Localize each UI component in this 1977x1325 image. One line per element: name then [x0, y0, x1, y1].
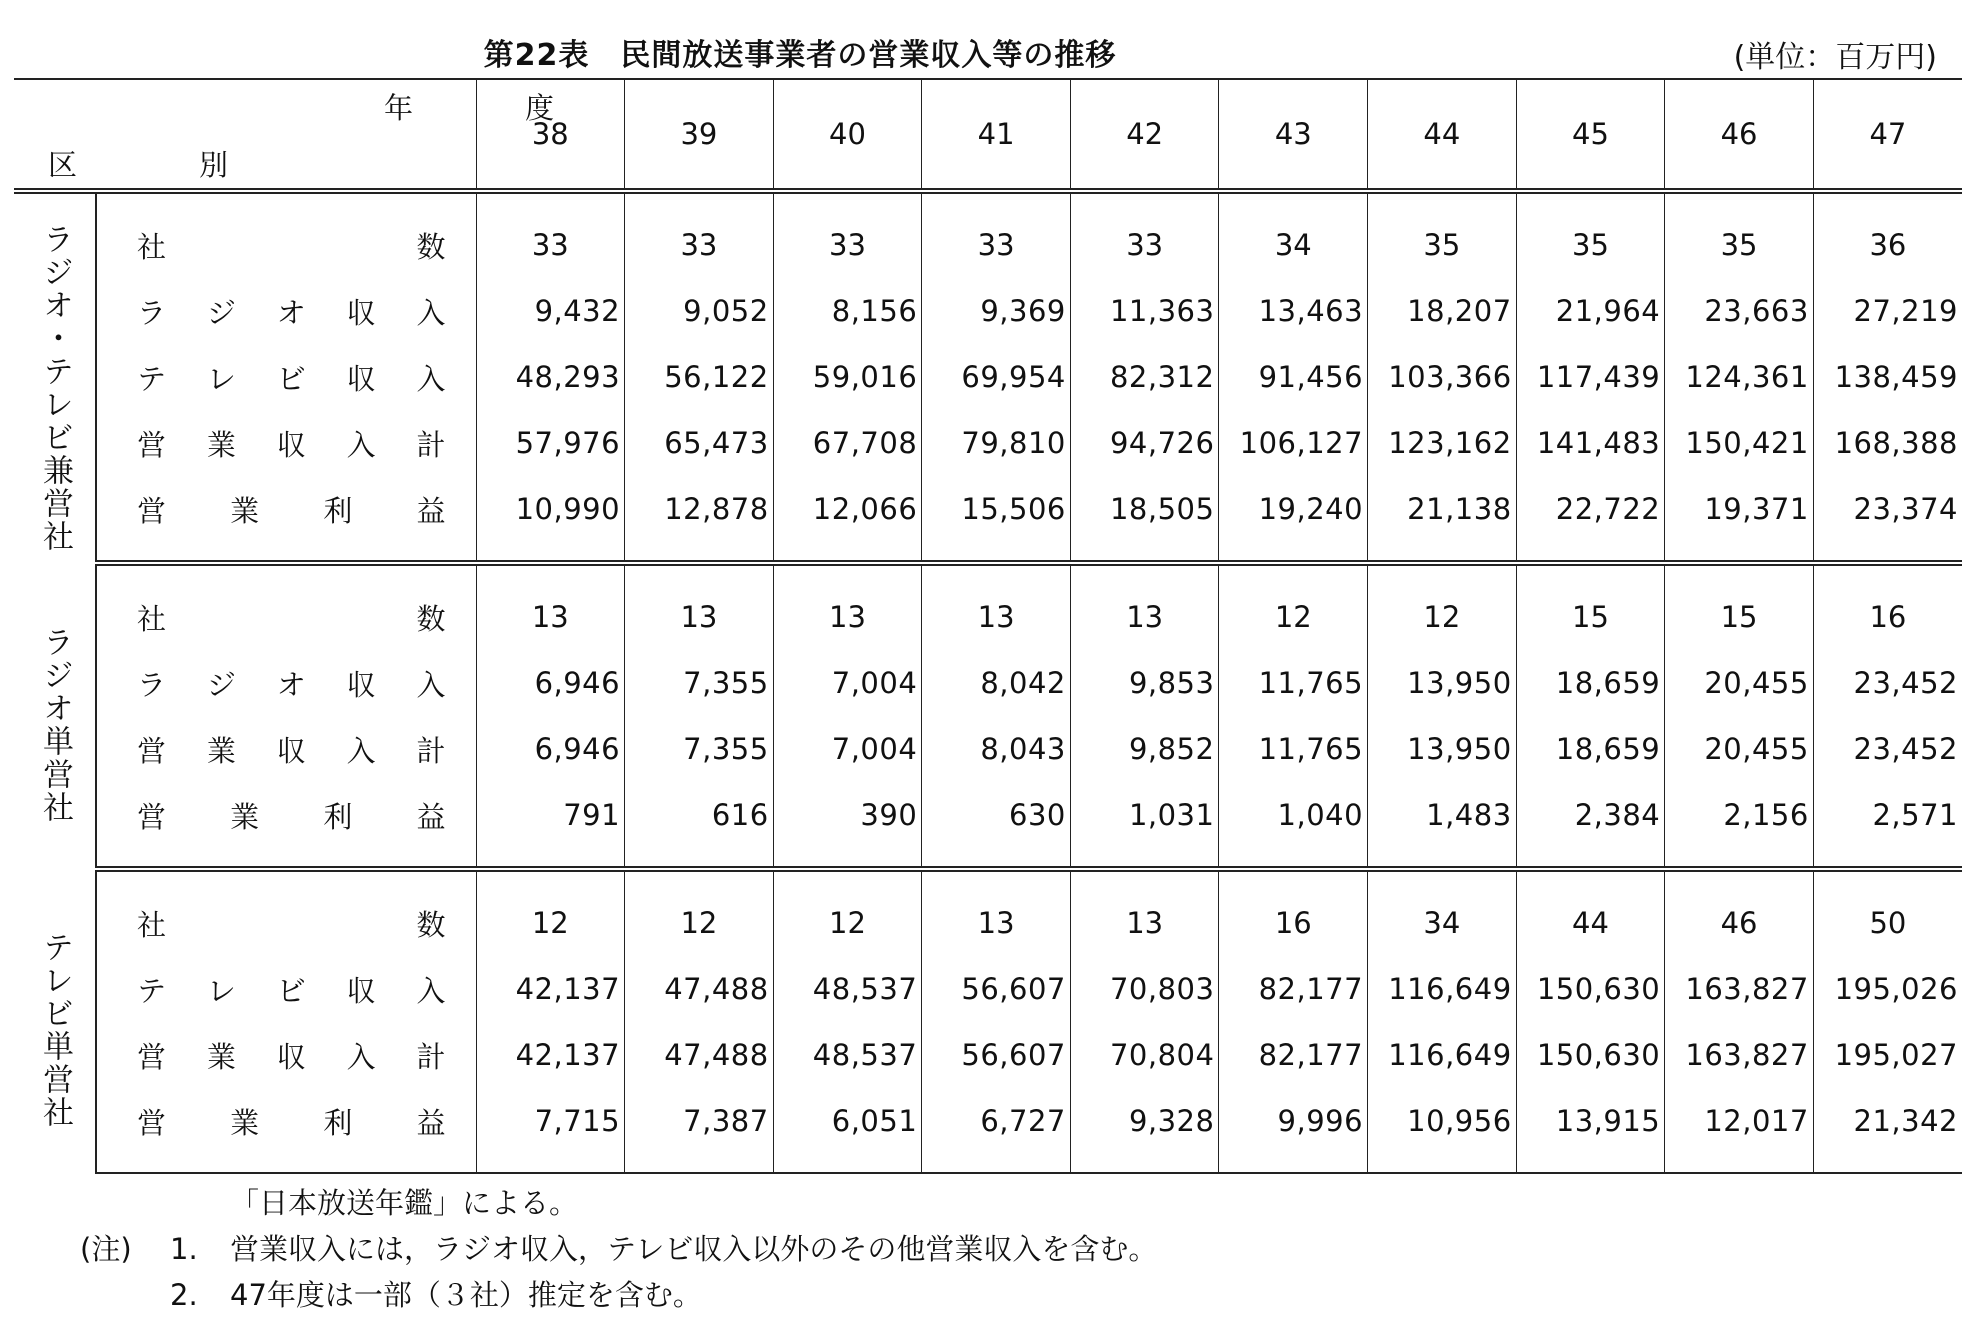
value-cell: 7,355: [625, 650, 774, 716]
value-cell: 21,138: [1368, 476, 1517, 563]
value-cell: 19,371: [1665, 476, 1814, 563]
row-label-char: ビ: [276, 361, 306, 396]
value-cell: 56,122: [625, 344, 774, 410]
value-cell: 6,727: [922, 1088, 1071, 1173]
value-cell: 7,004: [773, 716, 922, 782]
value-cell: 42,137: [476, 1022, 625, 1088]
group-label: ラジオ単営社: [14, 563, 96, 869]
value-cell: 16: [1813, 563, 1962, 650]
value-cell: 69,954: [922, 344, 1071, 410]
row-label-cell: [96, 410, 476, 476]
row-label-char: ラ: [137, 667, 167, 702]
value-cell: 13: [1070, 869, 1219, 956]
value-cell: 46: [1665, 869, 1814, 956]
header-row: [14, 79, 1962, 191]
table-row: [14, 716, 1962, 782]
value-cell: 44: [1516, 869, 1665, 956]
row-label-char: 収: [276, 427, 306, 462]
row-label-char: 数: [416, 907, 446, 942]
value-cell: 1,040: [1219, 782, 1368, 869]
table-row: [14, 650, 1962, 716]
year-header: 39: [625, 79, 774, 191]
value-cell: 15,506: [922, 476, 1071, 563]
value-cell: 168,388: [1813, 410, 1962, 476]
row-label-char: 業: [230, 493, 260, 528]
row-label-char: 営: [137, 799, 167, 834]
value-cell: 141,483: [1516, 410, 1665, 476]
row-label-cell: [96, 344, 476, 410]
row-label-char: ジ: [206, 667, 236, 702]
value-cell: 82,177: [1219, 956, 1368, 1022]
row-label-char: ジ: [206, 295, 236, 330]
year-header: 40: [773, 79, 922, 191]
value-cell: 36: [1813, 191, 1962, 278]
header-nendo-char: 年: [384, 91, 414, 125]
row-label-char: 業: [230, 799, 260, 834]
value-cell: 50: [1813, 869, 1962, 956]
value-cell: 103,366: [1368, 344, 1517, 410]
row-label-char: 計: [416, 427, 446, 462]
value-cell: 23,452: [1813, 716, 1962, 782]
year-header: 44: [1368, 79, 1517, 191]
row-label-char: 入: [346, 427, 376, 462]
value-cell: 10,956: [1368, 1088, 1517, 1173]
row-label-char: 営: [137, 1039, 167, 1074]
value-cell: 9,432: [476, 278, 625, 344]
note-text: 営業収入には，ラジオ収入，テレビ収入以外のその他営業収入を含む。: [230, 1232, 1158, 1266]
value-cell: 94,726: [1070, 410, 1219, 476]
value-cell: 13: [476, 563, 625, 650]
table-row: [14, 563, 1962, 650]
row-label-char: 利: [323, 799, 353, 834]
value-cell: 42,137: [476, 956, 625, 1022]
value-cell: 70,803: [1070, 956, 1219, 1022]
row-label-char: 業: [206, 427, 236, 462]
row-label-char: 社: [137, 601, 167, 636]
value-cell: 12,878: [625, 476, 774, 563]
value-cell: 8,156: [773, 278, 922, 344]
table-row: [14, 1022, 1962, 1088]
value-cell: 9,852: [1070, 716, 1219, 782]
value-cell: 390: [773, 782, 922, 869]
unit-label: (単位：百万円): [1733, 40, 1937, 75]
row-label-char: 収: [276, 733, 306, 768]
value-cell: 116,649: [1368, 956, 1517, 1022]
value-cell: 48,537: [773, 956, 922, 1022]
value-cell: 150,630: [1516, 1022, 1665, 1088]
value-cell: 47,488: [625, 956, 774, 1022]
value-cell: 22,722: [1516, 476, 1665, 563]
row-label-cell: [96, 476, 476, 563]
row-label-char: 入: [416, 973, 446, 1008]
value-cell: 116,649: [1368, 1022, 1517, 1088]
row-label-char: テ: [137, 973, 167, 1008]
value-cell: 7,387: [625, 1088, 774, 1173]
table-title: 第22表 民間放送事業者の営業収入等の推移: [483, 38, 1117, 73]
value-cell: 12: [1219, 563, 1368, 650]
value-cell: 9,996: [1219, 1088, 1368, 1173]
value-cell: 57,976: [476, 410, 625, 476]
value-cell: 150,630: [1516, 956, 1665, 1022]
value-cell: 2,156: [1665, 782, 1814, 869]
year-header: 43: [1219, 79, 1368, 191]
value-cell: 7,355: [625, 716, 774, 782]
row-label-char: 収: [346, 667, 376, 702]
value-cell: 6,051: [773, 1088, 922, 1173]
table-row: [14, 191, 1962, 278]
value-cell: 8,043: [922, 716, 1071, 782]
value-cell: 7,715: [476, 1088, 625, 1173]
row-label-cell: [96, 278, 476, 344]
header-kubun-char: 別: [198, 148, 228, 182]
row-label-cell: [96, 869, 476, 956]
value-cell: 48,293: [476, 344, 625, 410]
value-cell: 47,488: [625, 1022, 774, 1088]
value-cell: 15: [1665, 563, 1814, 650]
value-cell: 13,463: [1219, 278, 1368, 344]
value-cell: 12: [476, 869, 625, 956]
row-label-char: 入: [416, 667, 446, 702]
note-mark: (注): [80, 1232, 132, 1266]
value-cell: 6,946: [476, 650, 625, 716]
row-label-char: 入: [416, 295, 446, 330]
value-cell: 7,004: [773, 650, 922, 716]
value-cell: 11,363: [1070, 278, 1219, 344]
value-cell: 23,663: [1665, 278, 1814, 344]
note-item: [80, 1226, 1157, 1272]
value-cell: 13,915: [1516, 1088, 1665, 1173]
value-cell: 9,328: [1070, 1088, 1219, 1173]
value-cell: 138,459: [1813, 344, 1962, 410]
value-cell: 9,853: [1070, 650, 1219, 716]
value-cell: 12,066: [773, 476, 922, 563]
header-nendo-char: 度: [524, 91, 554, 125]
table-row: [14, 782, 1962, 869]
value-cell: 9,369: [922, 278, 1071, 344]
value-cell: 65,473: [625, 410, 774, 476]
value-cell: 23,374: [1813, 476, 1962, 563]
row-label-char: 業: [230, 1105, 260, 1140]
row-label-char: 社: [137, 229, 167, 264]
row-label-cell: [96, 191, 476, 278]
row-label-char: 営: [137, 733, 167, 768]
table-row: [14, 869, 1962, 956]
value-cell: 12: [1368, 563, 1517, 650]
value-cell: 91,456: [1219, 344, 1368, 410]
row-label-char: 社: [137, 907, 167, 942]
header-kubun: [48, 143, 228, 184]
row-label-char: 業: [206, 733, 236, 768]
value-cell: 123,162: [1368, 410, 1517, 476]
value-cell: 59,016: [773, 344, 922, 410]
row-label-char: 数: [416, 229, 446, 264]
value-cell: 13: [625, 563, 774, 650]
group-label: テレビ単営社: [14, 869, 96, 1173]
note-number: 1.: [170, 1232, 198, 1266]
value-cell: 163,827: [1665, 956, 1814, 1022]
row-label-char: 益: [416, 799, 446, 834]
value-cell: 33: [476, 191, 625, 278]
row-label-char: 利: [323, 1105, 353, 1140]
source-text: 「日本放送年鑑」による。: [230, 1186, 579, 1220]
value-cell: 630: [922, 782, 1071, 869]
year-header: 45: [1516, 79, 1665, 191]
value-cell: 18,659: [1516, 716, 1665, 782]
value-cell: 23,452: [1813, 650, 1962, 716]
value-cell: 106,127: [1219, 410, 1368, 476]
value-cell: 27,219: [1813, 278, 1962, 344]
value-cell: 35: [1516, 191, 1665, 278]
value-cell: 616: [625, 782, 774, 869]
row-label-char: 入: [346, 733, 376, 768]
value-cell: 163,827: [1665, 1022, 1814, 1088]
row-label-char: 収: [346, 361, 376, 396]
row-label-char: オ: [276, 667, 306, 702]
value-cell: 195,026: [1813, 956, 1962, 1022]
value-cell: 150,421: [1665, 410, 1814, 476]
value-cell: 195,027: [1813, 1022, 1962, 1088]
row-label-char: 収: [346, 295, 376, 330]
row-label-char: ラ: [137, 295, 167, 330]
value-cell: 33: [1070, 191, 1219, 278]
year-header: 42: [1070, 79, 1219, 191]
value-cell: 12: [773, 869, 922, 956]
table-row: [14, 956, 1962, 1022]
note-text: 47年度は一部（３社）推定を含む。: [230, 1278, 702, 1312]
year-header: 41: [922, 79, 1071, 191]
row-label-char: テ: [137, 361, 167, 396]
year-header: 46: [1665, 79, 1814, 191]
table-row: [14, 476, 1962, 563]
value-cell: 18,659: [1516, 650, 1665, 716]
row-label-char: ビ: [276, 973, 306, 1008]
value-cell: 35: [1665, 191, 1814, 278]
value-cell: 33: [922, 191, 1071, 278]
row-label-char: 営: [137, 427, 167, 462]
value-cell: 79,810: [922, 410, 1071, 476]
value-cell: 70,804: [1070, 1022, 1219, 1088]
value-cell: 2,384: [1516, 782, 1665, 869]
row-label-char: 収: [276, 1039, 306, 1074]
row-label-char: オ: [276, 295, 306, 330]
value-cell: 20,455: [1665, 716, 1814, 782]
value-cell: 117,439: [1516, 344, 1665, 410]
value-cell: 56,607: [922, 1022, 1071, 1088]
value-cell: 791: [476, 782, 625, 869]
revenue-table: [14, 78, 1962, 1174]
row-label-char: 計: [416, 1039, 446, 1074]
value-cell: 13: [1070, 563, 1219, 650]
value-cell: 124,361: [1665, 344, 1814, 410]
value-cell: 21,342: [1813, 1088, 1962, 1173]
value-cell: 13,950: [1368, 716, 1517, 782]
row-label-char: 益: [416, 493, 446, 528]
row-label-char: 営: [137, 1105, 167, 1140]
header-nendo: [384, 86, 554, 127]
row-label-char: レ: [206, 973, 236, 1008]
value-cell: 18,505: [1070, 476, 1219, 563]
row-label-cell: [96, 782, 476, 869]
row-label-char: 入: [416, 361, 446, 396]
value-cell: 12,017: [1665, 1088, 1814, 1173]
value-cell: 15: [1516, 563, 1665, 650]
row-label-char: 営: [137, 493, 167, 528]
value-cell: 20,455: [1665, 650, 1814, 716]
value-cell: 6,946: [476, 716, 625, 782]
value-cell: 18,207: [1368, 278, 1517, 344]
value-cell: 13: [922, 563, 1071, 650]
source-note: [80, 1180, 1157, 1226]
value-cell: 10,990: [476, 476, 625, 563]
value-cell: 1,031: [1070, 782, 1219, 869]
value-cell: 19,240: [1219, 476, 1368, 563]
value-cell: 1,483: [1368, 782, 1517, 869]
value-cell: 21,964: [1516, 278, 1665, 344]
value-cell: 82,177: [1219, 1022, 1368, 1088]
value-cell: 34: [1368, 869, 1517, 956]
value-cell: 13: [773, 563, 922, 650]
year-header: 47: [1813, 79, 1962, 191]
value-cell: 11,765: [1219, 650, 1368, 716]
value-cell: 33: [773, 191, 922, 278]
header-kubun-char: 区: [48, 148, 78, 182]
year-header: 38: [476, 79, 625, 191]
row-label-char: 収: [346, 973, 376, 1008]
value-cell: 13: [922, 869, 1071, 956]
value-cell: 67,708: [773, 410, 922, 476]
value-cell: 16: [1219, 869, 1368, 956]
value-cell: 35: [1368, 191, 1517, 278]
row-label-cell: [96, 956, 476, 1022]
row-label-char: 数: [416, 601, 446, 636]
row-label-char: 計: [416, 733, 446, 768]
row-label-cell: [96, 1088, 476, 1173]
value-cell: 82,312: [1070, 344, 1219, 410]
value-cell: 13,950: [1368, 650, 1517, 716]
value-cell: 48,537: [773, 1022, 922, 1088]
value-cell: 33: [625, 191, 774, 278]
table-row: [14, 344, 1962, 410]
row-label-char: 益: [416, 1105, 446, 1140]
row-label-char: 入: [346, 1039, 376, 1074]
value-cell: 34: [1219, 191, 1368, 278]
table-row: [14, 1088, 1962, 1173]
row-label-cell: [96, 1022, 476, 1088]
value-cell: 8,042: [922, 650, 1071, 716]
note-number: 2.: [170, 1278, 198, 1312]
row-label-cell: [96, 716, 476, 782]
row-label-cell: [96, 650, 476, 716]
value-cell: 56,607: [922, 956, 1071, 1022]
group-label: ラジオ・テレビ兼営社: [14, 191, 96, 563]
notes: [80, 1180, 1157, 1318]
table-row: [14, 410, 1962, 476]
value-cell: 9,052: [625, 278, 774, 344]
value-cell: 11,765: [1219, 716, 1368, 782]
row-label-char: レ: [206, 361, 236, 396]
value-cell: 2,571: [1813, 782, 1962, 869]
row-label-char: 業: [206, 1039, 236, 1074]
value-cell: 12: [625, 869, 774, 956]
row-label-cell: [96, 563, 476, 650]
table-row: [14, 278, 1962, 344]
note-item: [80, 1272, 1157, 1318]
row-label-char: 利: [323, 493, 353, 528]
